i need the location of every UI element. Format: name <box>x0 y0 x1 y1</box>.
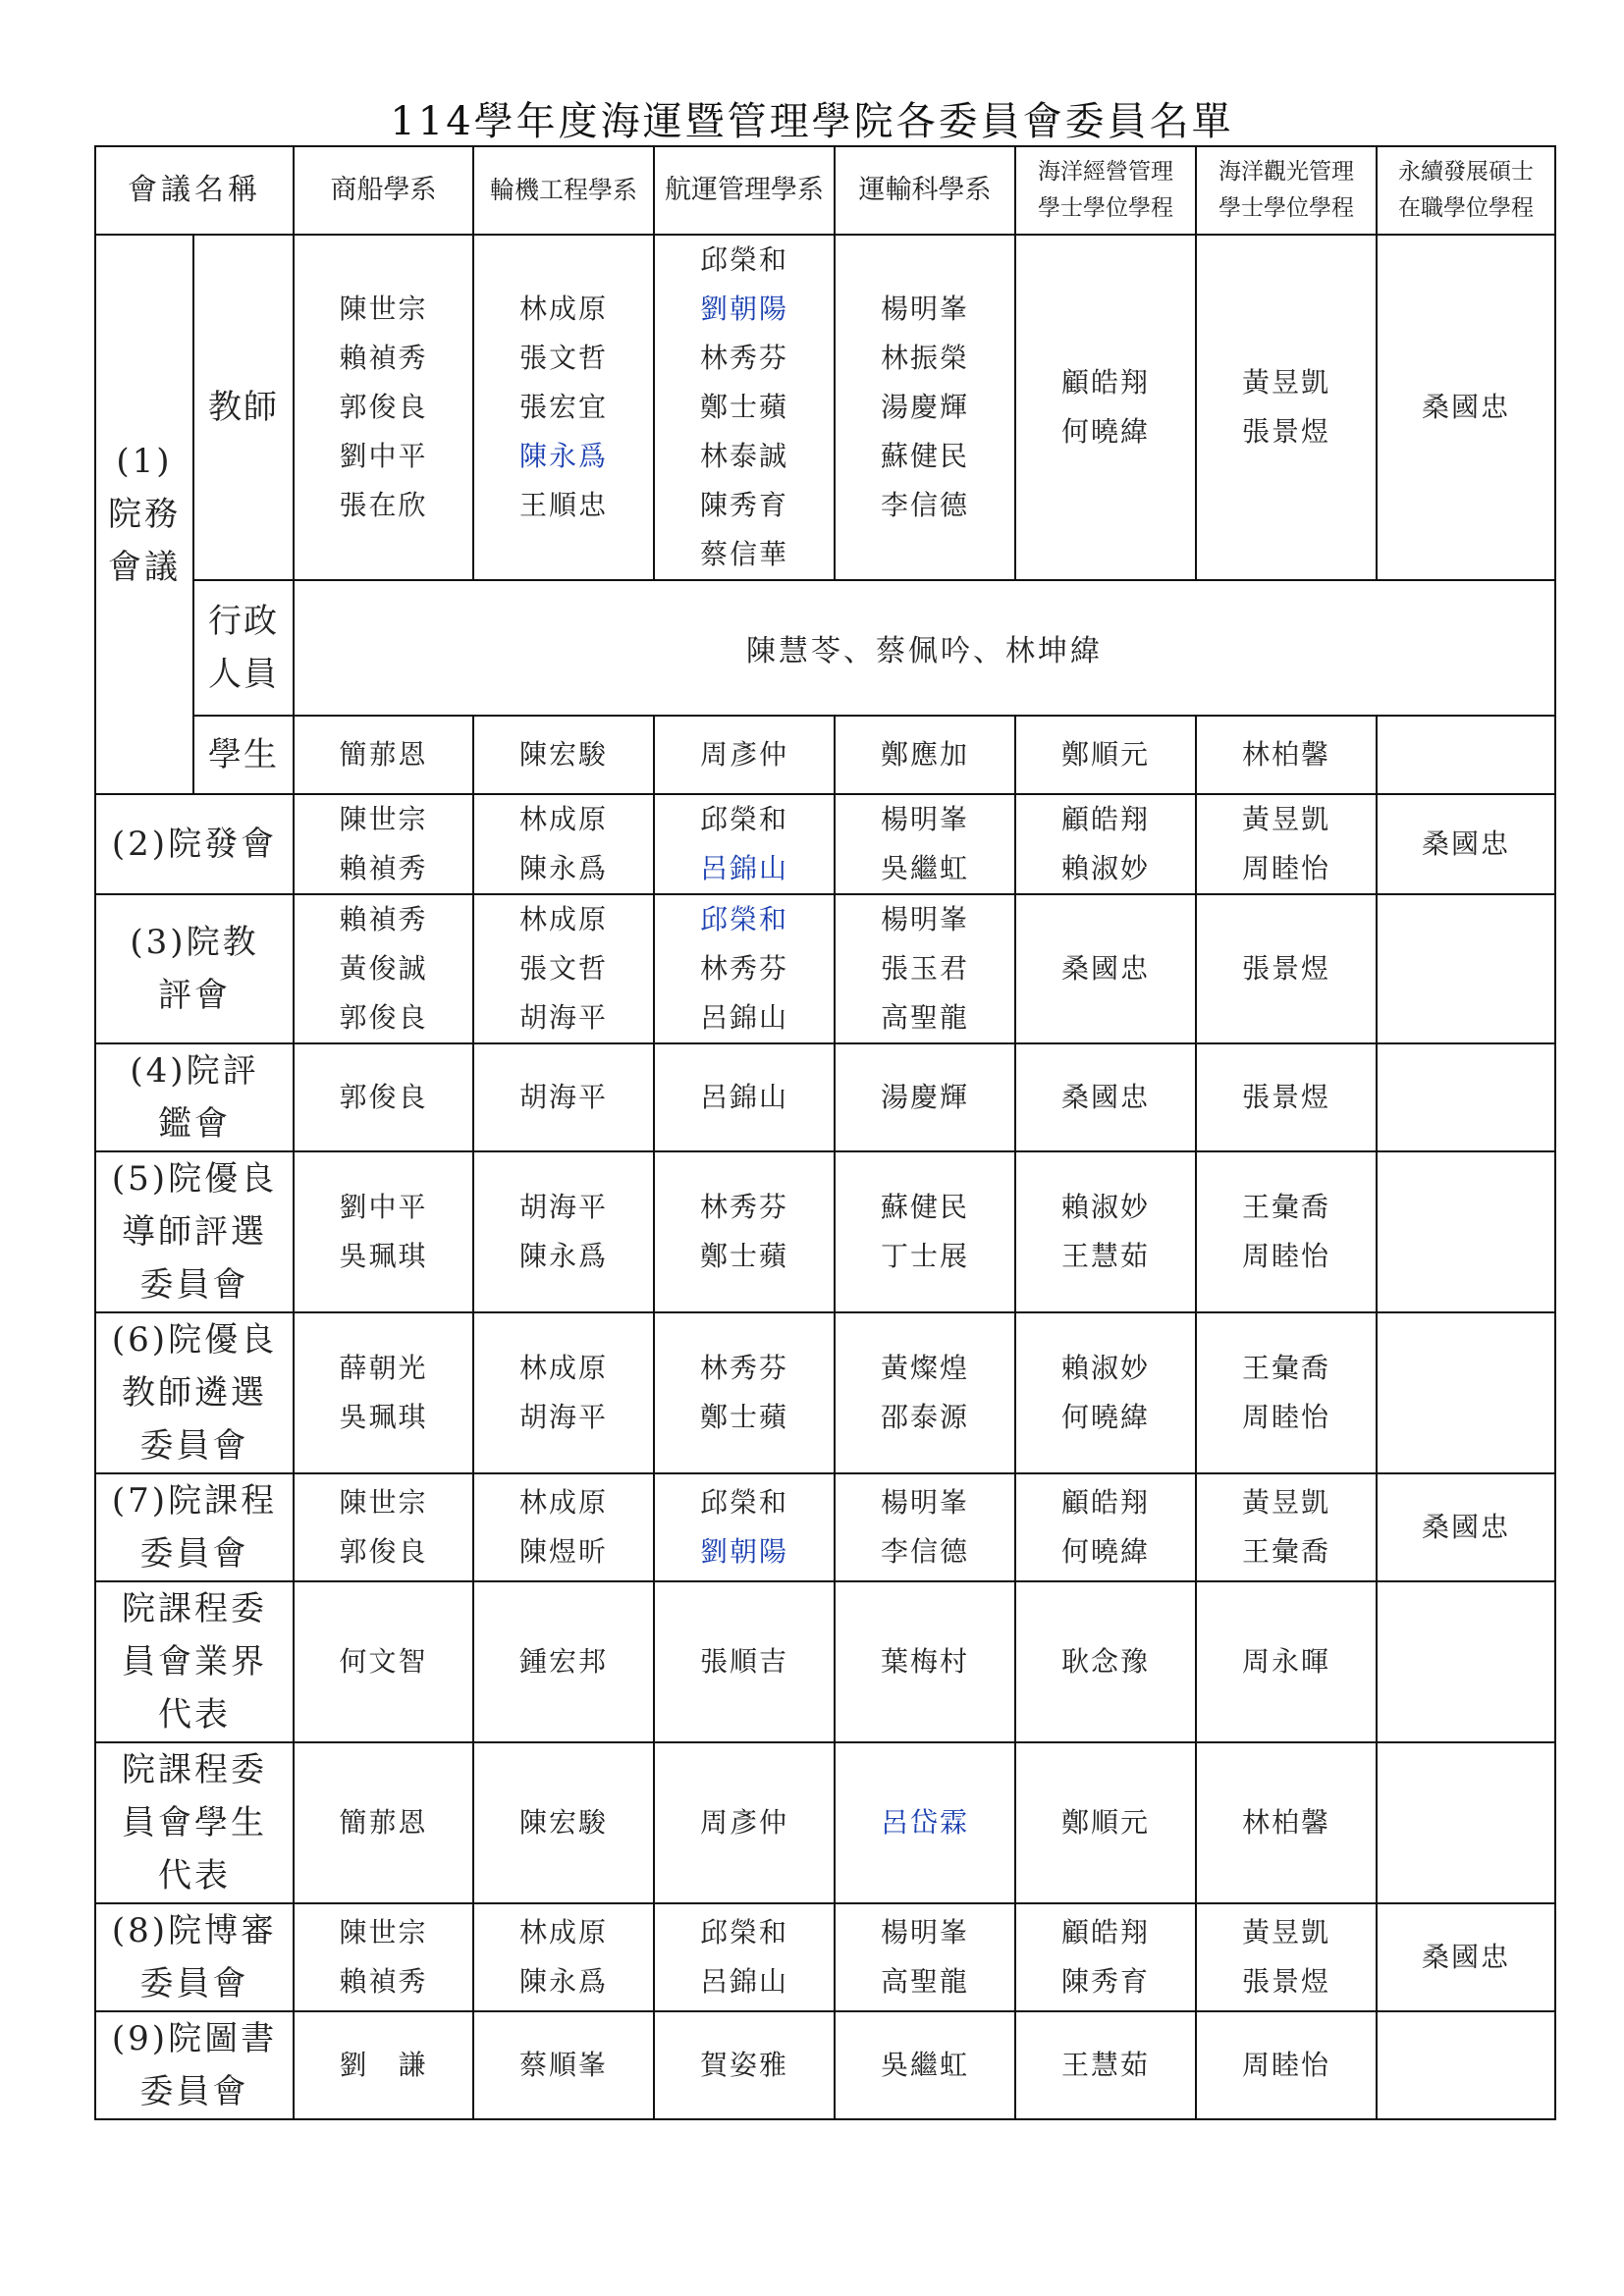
member-cell <box>654 235 835 580</box>
member-cell <box>835 1473 1015 1581</box>
member-name: 楊明峯 <box>880 903 969 935</box>
member-name: 張在欣 <box>339 489 428 521</box>
member-name: 周彥仲 <box>699 738 788 771</box>
text-line: 代表 <box>158 1856 231 1896</box>
committee-row <box>95 2011 1555 2119</box>
member-cell <box>1377 2011 1555 2119</box>
text-line: 會議 <box>108 548 181 587</box>
header-program <box>1377 146 1555 235</box>
member-name: 賴淑妙 <box>1060 1191 1150 1223</box>
member-name: 張景煜 <box>1241 415 1330 448</box>
member-cell <box>1196 1043 1377 1151</box>
member-cell <box>294 1473 473 1581</box>
member-cell <box>835 1312 1015 1473</box>
member-cell <box>835 794 1015 894</box>
text-line: 鑑會 <box>158 1104 231 1144</box>
member-name: 丁士展 <box>880 1240 969 1272</box>
text-line: 委員會 <box>139 2072 249 2111</box>
member-name: 陳世宗 <box>339 1486 428 1519</box>
member-cell <box>1196 235 1377 580</box>
member-cell <box>835 1581 1015 1742</box>
text-line: 行政 <box>208 602 279 641</box>
text-line: 院務 <box>108 495 181 534</box>
member-cell <box>654 1473 835 1581</box>
member-name: 薛朝光 <box>339 1352 428 1384</box>
member-name: 林秀芬 <box>699 952 788 985</box>
member-name: 賴淑妙 <box>1060 1352 1150 1384</box>
member-cell <box>1015 1151 1196 1312</box>
member-name: 鄭士蘋 <box>699 391 788 423</box>
member-cell <box>294 1151 473 1312</box>
text-line: 院課程委 <box>122 1589 267 1629</box>
member-cell <box>473 1312 654 1473</box>
member-cell <box>835 1742 1015 1903</box>
committee-rows <box>95 794 1555 2119</box>
member-name: 劉中平 <box>339 1191 428 1223</box>
committee-name <box>95 1312 294 1473</box>
member-cell <box>294 2011 473 2119</box>
header-program-line: 永續發展碩士 <box>1398 159 1534 186</box>
member-name: 湯慶輝 <box>880 391 969 423</box>
member-cell <box>1196 1473 1377 1581</box>
member-name: 吳繼虹 <box>880 852 969 884</box>
text-line: (7)院課程 <box>111 1481 278 1521</box>
member-cell <box>473 1043 654 1151</box>
member-name: 何曉緯 <box>1060 1535 1150 1568</box>
member-category-label: 學生 <box>193 716 294 794</box>
member-cell <box>1377 1043 1555 1151</box>
member-name: 耿念豫 <box>1060 1645 1150 1678</box>
member-cell <box>1196 894 1377 1043</box>
member-name: 周睦怡 <box>1241 1401 1330 1433</box>
member-name: 桑國忠 <box>1060 1081 1150 1113</box>
member-name: 湯慶輝 <box>880 1081 969 1113</box>
member-name: 賴禎秀 <box>339 852 428 884</box>
member-name: 賴禎秀 <box>339 1965 428 1998</box>
member-cell <box>1377 1151 1555 1312</box>
member-cell <box>294 1903 473 2011</box>
member-cell <box>294 794 473 894</box>
member-name: 胡海平 <box>518 1401 608 1433</box>
member-name: 呂岱霖 <box>880 1806 969 1839</box>
committee-name <box>95 2011 294 2119</box>
member-name: 胡海平 <box>518 1081 608 1113</box>
member-cell <box>835 235 1015 580</box>
member-name: 邵泰源 <box>880 1401 969 1433</box>
member-name: 李信德 <box>880 489 969 521</box>
member-name: 桑國忠 <box>1060 952 1150 985</box>
member-name: 簡𦰡恩 <box>339 1806 428 1839</box>
member-name: 林振榮 <box>880 342 969 374</box>
member-name: 陳世宗 <box>339 1916 428 1949</box>
member-name: 蘇健民 <box>880 1191 969 1223</box>
member-name: 陳永爲 <box>518 1240 608 1272</box>
member-name: 簡𦰡恩 <box>339 738 428 771</box>
member-name: 呂錦山 <box>699 852 788 884</box>
member-name: 楊明峯 <box>880 1486 969 1519</box>
text-line: 院課程委 <box>122 1750 267 1789</box>
member-cell <box>473 1903 654 2011</box>
member-name: 鄭應加 <box>880 738 969 771</box>
member-cell <box>1015 794 1196 894</box>
member-cell <box>1015 235 1196 580</box>
member-name: 賴禎秀 <box>339 342 428 374</box>
member-cell <box>473 2011 654 2119</box>
member-name: 李信德 <box>880 1535 969 1568</box>
text-line: 員會學生 <box>122 1803 267 1842</box>
header-row <box>95 146 1555 235</box>
text-line: (4)院評 <box>130 1051 259 1091</box>
member-cell <box>654 1903 835 2011</box>
header-committee-name: 會議名稱 <box>95 146 294 235</box>
member-name: 胡海平 <box>518 1001 608 1034</box>
member-name: 高聖龍 <box>880 1965 969 1998</box>
member-name: 蔡順峯 <box>518 2049 608 2081</box>
member-name: 陳世宗 <box>339 803 428 835</box>
member-name: 王慧茹 <box>1060 1240 1150 1272</box>
committee-name <box>95 894 294 1043</box>
committee-name <box>95 1473 294 1581</box>
member-cell <box>473 1581 654 1742</box>
header-dept: 輪機工程學系 <box>473 146 654 235</box>
member-name: 張宏宜 <box>518 391 608 423</box>
member-name: 林柏馨 <box>1241 738 1330 771</box>
member-cell <box>1015 716 1196 794</box>
member-cell <box>1015 1312 1196 1473</box>
member-name: 劉 謙 <box>339 2049 428 2081</box>
member-cell <box>654 1742 835 1903</box>
committee-row <box>95 1903 1555 2011</box>
member-cell <box>1196 1903 1377 2011</box>
member-cell <box>835 716 1015 794</box>
member-name: 張文哲 <box>518 952 608 985</box>
member-name: 林成原 <box>518 903 608 935</box>
committee-row <box>95 1043 1555 1151</box>
member-name: 林秀芬 <box>699 342 788 374</box>
member-cell <box>1015 2011 1196 2119</box>
text-line: (3)院教 <box>130 923 259 962</box>
member-name: 王彙喬 <box>1241 1352 1330 1384</box>
text-line: 代表 <box>158 1695 231 1735</box>
member-cell <box>654 794 835 894</box>
member-name: 陳宏駿 <box>518 738 608 771</box>
member-category-label: 教師 <box>193 235 294 580</box>
member-name: 黃昱凱 <box>1241 1486 1330 1519</box>
member-name: 林柏馨 <box>1241 1806 1330 1839</box>
member-cell <box>294 235 473 580</box>
member-name: 桑國忠 <box>1421 1941 1510 1973</box>
header-dept: 商船學系 <box>294 146 473 235</box>
header-dept: 航運管理學系 <box>654 146 835 235</box>
member-name: 顧皓翔 <box>1060 366 1150 399</box>
text-line: (1) <box>116 442 173 481</box>
member-name: 吳珮琪 <box>339 1401 428 1433</box>
committee1-teachers-row <box>95 235 1555 580</box>
member-cell <box>1015 1043 1196 1151</box>
text-line: 委員會 <box>139 1426 249 1466</box>
member-name: 林秀芬 <box>699 1352 788 1384</box>
member-name: 桑國忠 <box>1421 391 1510 423</box>
member-cell <box>1377 1903 1555 2011</box>
member-name: 陳永爲 <box>518 1965 608 1998</box>
member-cell <box>1377 1473 1555 1581</box>
member-name: 胡海平 <box>518 1191 608 1223</box>
committee-row <box>95 1742 1555 1903</box>
committee-row <box>95 894 1555 1043</box>
member-name: 黃昱凱 <box>1241 803 1330 835</box>
member-cell <box>294 1312 473 1473</box>
member-name: 陳秀育 <box>1060 1965 1150 1998</box>
member-cell <box>835 1043 1015 1151</box>
member-cell <box>835 2011 1015 2119</box>
member-name: 林成原 <box>518 293 608 325</box>
member-name: 蔡信華 <box>699 538 788 570</box>
member-name: 顧皓翔 <box>1060 1916 1150 1949</box>
member-name: 鄭士蘋 <box>699 1401 788 1433</box>
member-name: 陳永爲 <box>518 440 608 472</box>
member-name: 賴淑妙 <box>1060 852 1150 884</box>
member-cell <box>294 1581 473 1742</box>
member-name: 鄭順元 <box>1060 738 1150 771</box>
committee-name <box>95 794 294 894</box>
text-line: (9)院圖書 <box>111 2019 278 2058</box>
committee-row <box>95 1151 1555 1312</box>
committee-name <box>95 1043 294 1151</box>
member-cell <box>654 2011 835 2119</box>
member-cell <box>1377 716 1555 794</box>
member-cell <box>654 1312 835 1473</box>
member-cell <box>1196 794 1377 894</box>
member-name: 王慧茹 <box>1060 2049 1150 2081</box>
member-name: 楊明峯 <box>880 803 969 835</box>
member-name: 郭俊良 <box>339 1001 428 1034</box>
member-cell <box>1377 794 1555 894</box>
member-name: 何文智 <box>339 1645 428 1678</box>
member-name: 鍾宏邦 <box>518 1645 608 1678</box>
member-cell <box>835 894 1015 1043</box>
member-cell <box>1015 1473 1196 1581</box>
member-cell <box>654 1043 835 1151</box>
committee-row <box>95 794 1555 894</box>
member-name: 顧皓翔 <box>1060 803 1150 835</box>
text-line: 委員會 <box>139 1964 249 2003</box>
member-name: 周睦怡 <box>1241 1240 1330 1272</box>
member-name: 邱榮和 <box>699 1916 788 1949</box>
member-cell <box>294 1742 473 1903</box>
committee-row <box>95 1581 1555 1742</box>
member-name: 邱榮和 <box>699 803 788 835</box>
member-name: 呂錦山 <box>699 1001 788 1034</box>
member-cell <box>1015 1742 1196 1903</box>
member-name: 何曉緯 <box>1060 415 1150 448</box>
text-line: (8)院博審 <box>111 1911 278 1950</box>
member-name: 林成原 <box>518 1486 608 1519</box>
member-name: 鄭順元 <box>1060 1806 1150 1839</box>
member-cell <box>473 794 654 894</box>
committee-roster-table <box>94 145 1556 2120</box>
member-cell <box>1377 1742 1555 1903</box>
member-name: 張景煜 <box>1241 1965 1330 1998</box>
member-name: 陳永爲 <box>518 852 608 884</box>
member-name: 桑國忠 <box>1421 1511 1510 1543</box>
member-name: 周彥仲 <box>699 1806 788 1839</box>
member-cell <box>654 1151 835 1312</box>
header-program-line: 學士學位學程 <box>1038 195 1173 221</box>
member-name: 吳珮琪 <box>339 1240 428 1272</box>
member-name: 黃昱凱 <box>1241 1916 1330 1949</box>
member-name: 黃俊誠 <box>339 952 428 985</box>
member-cell <box>1377 1312 1555 1473</box>
member-name: 吳繼虹 <box>880 2049 969 2081</box>
member-category-label <box>193 580 294 716</box>
committee-name <box>95 1903 294 2011</box>
member-name: 賴禎秀 <box>339 903 428 935</box>
member-name: 陳宏駿 <box>518 1806 608 1839</box>
member-name: 郭俊良 <box>339 391 428 423</box>
member-cell <box>473 1473 654 1581</box>
member-cell <box>1377 894 1555 1043</box>
member-cell <box>473 1742 654 1903</box>
header-dept: 運輸科學系 <box>835 146 1015 235</box>
member-name: 高聖龍 <box>880 1001 969 1034</box>
member-name: 劉中平 <box>339 440 428 472</box>
member-name: 王彙喬 <box>1241 1191 1330 1223</box>
member-name: 呂錦山 <box>699 1081 788 1113</box>
text-line: 員會業界 <box>122 1642 267 1682</box>
member-name: 王彙喬 <box>1241 1535 1330 1568</box>
text-line: 人員 <box>208 655 279 694</box>
member-name: 林成原 <box>518 1916 608 1949</box>
header-program <box>1015 146 1196 235</box>
member-cell <box>1196 1581 1377 1742</box>
text-line: 評會 <box>158 976 231 1015</box>
member-cell <box>294 716 473 794</box>
member-name: 林泰誠 <box>699 440 788 472</box>
member-cell <box>835 1151 1015 1312</box>
member-name: 蘇健民 <box>880 440 969 472</box>
member-name: 陳世宗 <box>339 293 428 325</box>
text-line: 委員會 <box>139 1534 249 1574</box>
member-cell <box>294 1043 473 1151</box>
member-cell <box>473 1151 654 1312</box>
text-line: (5)院優良 <box>111 1159 278 1199</box>
member-name: 林成原 <box>518 1352 608 1384</box>
member-name: 周睦怡 <box>1241 2049 1330 2081</box>
member-cell <box>654 716 835 794</box>
member-name: 周永暉 <box>1241 1645 1330 1678</box>
header-program-line: 海洋觀光管理 <box>1218 159 1354 186</box>
page-title: 114學年度海運暨管理學院各委員會委員名單 <box>390 99 1234 144</box>
member-name: 黃昱凱 <box>1241 366 1330 399</box>
member-name: 張順吉 <box>699 1645 788 1678</box>
text-line: 教師遴選 <box>122 1373 267 1413</box>
member-cell <box>473 235 654 580</box>
member-name: 林秀芬 <box>699 1191 788 1223</box>
member-name: 王順忠 <box>518 489 608 521</box>
member-name: 陳煜昕 <box>518 1535 608 1568</box>
member-name: 郭俊良 <box>339 1535 428 1568</box>
committee-name <box>95 1151 294 1312</box>
committee-name <box>95 1742 294 1903</box>
member-cell <box>1377 1581 1555 1742</box>
member-name: 楊明峯 <box>880 293 969 325</box>
header-program-line: 在職學位學程 <box>1398 195 1534 221</box>
text-line: (6)院優良 <box>111 1320 278 1360</box>
text-line: 導師評選 <box>122 1212 267 1252</box>
member-cell <box>835 1903 1015 2011</box>
member-name: 黃燦煌 <box>880 1352 969 1384</box>
text-line: 委員會 <box>139 1265 249 1305</box>
member-name: 張景煜 <box>1241 952 1330 985</box>
header-program-line: 學士學位學程 <box>1218 195 1354 221</box>
committee1-students-row <box>95 716 1555 794</box>
member-name: 賀姿雅 <box>699 2049 788 2081</box>
committee-name <box>95 235 193 794</box>
member-name: 陳秀育 <box>699 489 788 521</box>
member-cell <box>1196 1312 1377 1473</box>
member-cell <box>473 894 654 1043</box>
member-cell <box>473 716 654 794</box>
member-cell <box>1196 716 1377 794</box>
member-name: 顧皓翔 <box>1060 1486 1150 1519</box>
member-name: 楊明峯 <box>880 1916 969 1949</box>
member-name: 邱榮和 <box>699 243 788 276</box>
member-cell <box>294 894 473 1043</box>
committee-name <box>95 1581 294 1742</box>
member-name: 桑國忠 <box>1421 828 1510 860</box>
member-name: 周睦怡 <box>1241 852 1330 884</box>
member-name: 邱榮和 <box>699 903 788 935</box>
member-name: 張景煜 <box>1241 1081 1330 1113</box>
member-cell <box>1196 1151 1377 1312</box>
member-name: 呂錦山 <box>699 1965 788 1998</box>
header-program <box>1196 146 1377 235</box>
member-cell <box>1015 1903 1196 2011</box>
member-cell <box>1015 894 1196 1043</box>
member-name: 張玉君 <box>880 952 969 985</box>
member-name: 葉梅村 <box>880 1645 969 1678</box>
text-line: (2)院發會 <box>111 825 278 864</box>
member-name: 劉朝陽 <box>699 293 788 325</box>
admin-staff-names: 陳慧苓、蔡佩吟、林坤緯 <box>294 580 1555 716</box>
member-name: 邱榮和 <box>699 1486 788 1519</box>
header-program-line: 海洋經營管理 <box>1038 159 1173 186</box>
member-name: 張文哲 <box>518 342 608 374</box>
member-cell <box>1377 235 1555 580</box>
member-name: 劉朝陽 <box>699 1535 788 1568</box>
member-name: 林成原 <box>518 803 608 835</box>
member-cell <box>1196 1742 1377 1903</box>
member-cell <box>654 1581 835 1742</box>
member-name: 郭俊良 <box>339 1081 428 1113</box>
committee-row <box>95 1473 1555 1581</box>
member-cell <box>654 894 835 1043</box>
committee1-admin-row <box>95 580 1555 716</box>
committee-row <box>95 1312 1555 1473</box>
member-cell <box>1015 1581 1196 1742</box>
member-name: 何曉緯 <box>1060 1401 1150 1433</box>
member-cell <box>1196 2011 1377 2119</box>
member-name: 鄭士蘋 <box>699 1240 788 1272</box>
